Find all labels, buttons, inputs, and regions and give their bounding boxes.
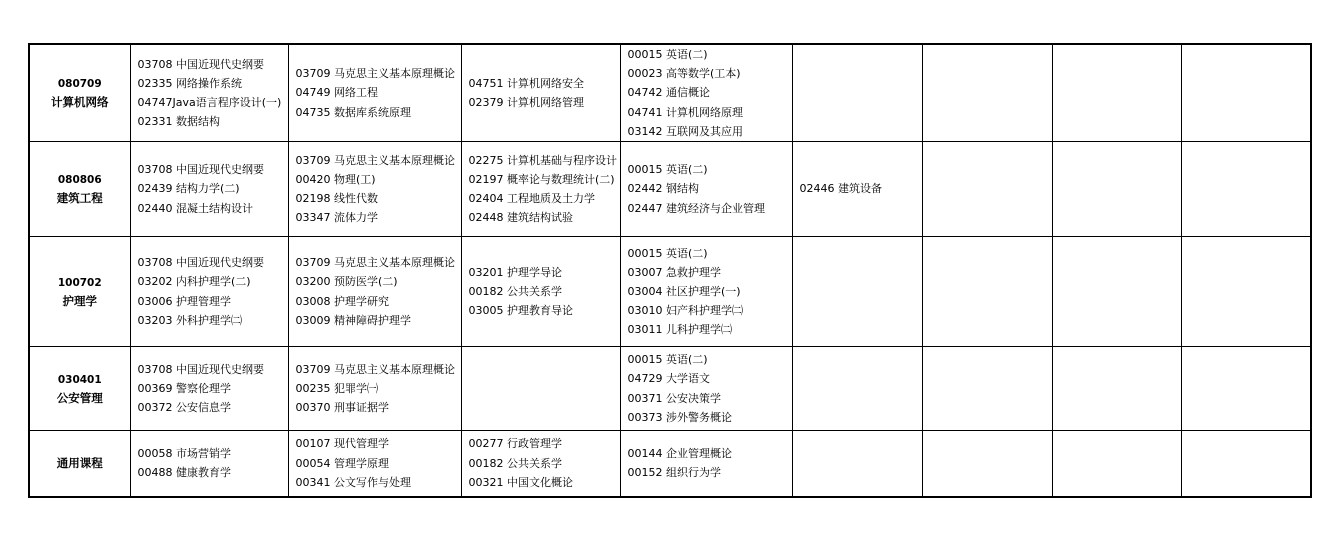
course-table (28, 43, 1312, 498)
course-item: 00373 涉外警务概论 (627, 410, 732, 424)
course-item: 03006 护理管理学 (137, 294, 231, 308)
major-code: 030401 (57, 373, 102, 386)
major-name: 公安管理 (56, 390, 103, 405)
course-cell (922, 142, 1052, 237)
major-code: 080709 (57, 78, 102, 90)
course-cell (130, 237, 288, 347)
course-item: 00488 健康教育学 (137, 466, 231, 480)
course-item: 00015 英语(二) (627, 48, 708, 61)
course-item: 00369 警察伦理学 (137, 381, 231, 395)
course-item: 03008 护理学研究 (295, 294, 389, 308)
course-item: 03708 中国近现代史纲要 (137, 362, 264, 376)
course-item: 02379 计算机网络管理 (468, 96, 584, 109)
major-name: 护理学 (62, 293, 97, 308)
course-cell (922, 237, 1052, 347)
course-item: 00277 行政管理学 (468, 437, 562, 451)
major-code: 100702 (57, 276, 102, 289)
course-item: 00152 组织行为学 (627, 466, 721, 480)
course-cell (461, 431, 620, 497)
course-item: 00371 公安决策学 (627, 391, 721, 405)
course-table-body (29, 44, 1311, 497)
course-item: 03142 互联网及其应用 (627, 124, 743, 138)
course-item: 03009 精神障碍护理学 (295, 313, 411, 327)
course-item: 00054 管理学原理 (295, 456, 389, 470)
course-item: 00015 英语(二) (627, 163, 708, 177)
course-item: 03708 中国近现代史纲要 (137, 163, 264, 177)
course-cell (1181, 44, 1311, 142)
course-cell (1181, 237, 1311, 347)
course-item: 02331 数据结构 (137, 115, 220, 129)
course-item: 00370 刑事证据学 (295, 401, 389, 415)
course-cell (620, 237, 792, 347)
course-item: 03004 社区护理学(一) (627, 284, 741, 298)
course-cell (461, 237, 620, 347)
course-cell (1181, 347, 1311, 431)
course-cell (792, 431, 922, 497)
course-item: 02442 钢结构 (627, 182, 699, 196)
course-item: 02448 建筑结构试验 (468, 211, 573, 225)
course-cell (1052, 431, 1181, 497)
course-cell (1052, 142, 1181, 237)
course-item: 00107 现代管理学 (295, 437, 389, 451)
major-cell (29, 142, 130, 237)
major-name: 计算机网络 (51, 95, 109, 109)
course-cell (620, 44, 792, 142)
course-item: 02335 网络操作系统 (137, 76, 242, 90)
course-item: 02198 线性代数 (295, 192, 378, 206)
course-cell (922, 347, 1052, 431)
course-cell (1181, 431, 1311, 497)
major-cell (29, 431, 130, 497)
table-row (29, 44, 1311, 142)
course-item: 00015 英语(二) (627, 353, 708, 367)
course-item: 02197 概率论与数理统计(二) (468, 172, 615, 186)
course-item: 00321 中国文化概论 (468, 475, 573, 489)
course-cell (130, 44, 288, 142)
course-item: 03007 急救护理学 (627, 265, 721, 279)
course-item: 02446 建筑设备 (799, 182, 882, 196)
major-cell (29, 44, 130, 142)
course-item: 04747Java语言程序设计(一) (137, 96, 282, 109)
course-item: 00144 企业管理概论 (627, 447, 732, 461)
course-cell (792, 44, 922, 142)
course-cell (461, 347, 620, 431)
course-cell (1052, 347, 1181, 431)
course-item: 04729 大学语文 (627, 372, 710, 386)
course-item: 03201 护理学导论 (468, 265, 562, 279)
course-item: 04749 网络工程 (295, 86, 378, 100)
course-item: 00372 公安信息学 (137, 401, 231, 415)
course-cell (461, 142, 620, 237)
course-item: 03203 外科护理学㈡ (137, 313, 242, 327)
course-cell (130, 431, 288, 497)
course-cell (620, 431, 792, 497)
course-item: 02404 工程地质及土力学 (468, 192, 595, 206)
course-cell (792, 142, 922, 237)
course-cell (288, 142, 461, 237)
course-cell (792, 237, 922, 347)
course-cell (288, 431, 461, 497)
course-item: 00182 公共关系学 (468, 456, 562, 470)
major-name: 通用课程 (56, 456, 103, 471)
course-item: 04735 数据库系统原理 (295, 105, 411, 119)
course-item: 03005 护理教育导论 (468, 304, 573, 318)
course-item: 00182 公共关系学 (468, 284, 562, 298)
course-item: 03010 妇产科护理学㈡ (627, 304, 743, 318)
course-item: 00420 物理(工) (295, 172, 376, 186)
course-cell (922, 431, 1052, 497)
course-item: 02439 结构力学(二) (137, 182, 240, 196)
course-item: 04751 计算机网络安全 (468, 76, 584, 90)
course-item: 04742 通信概论 (627, 86, 710, 100)
course-item: 02447 建筑经济与企业管理 (627, 201, 765, 215)
course-item: 02275 计算机基础与程序设计 (468, 153, 617, 167)
table-row (29, 237, 1311, 347)
major-name: 建筑工程 (56, 191, 103, 206)
major-code: 080806 (57, 174, 102, 187)
table-row (29, 347, 1311, 431)
course-cell (1052, 44, 1181, 142)
course-cell (620, 142, 792, 237)
course-cell (288, 44, 461, 142)
course-item: 03708 中国近现代史纲要 (137, 256, 264, 270)
table-row (29, 142, 1311, 237)
major-cell (29, 237, 130, 347)
course-cell (130, 347, 288, 431)
course-item: 04741 计算机网络原理 (627, 105, 743, 119)
course-cell (1052, 237, 1181, 347)
course-item: 03708 中国近现代史纲要 (137, 57, 264, 71)
course-cell (1181, 142, 1311, 237)
course-item: 00235 犯罪学㈠ (295, 381, 378, 395)
course-item: 00341 公文写作与处理 (295, 475, 411, 489)
course-cell (620, 347, 792, 431)
table-row (29, 431, 1311, 497)
course-item: 02440 混凝土结构设计 (137, 201, 253, 215)
course-item: 00058 市场营销学 (137, 447, 231, 461)
course-cell (288, 237, 461, 347)
course-item: 03202 内科护理学(二) (137, 275, 251, 289)
major-cell (29, 347, 130, 431)
course-item: 03709 马克思主义基本原理概论 (295, 67, 455, 81)
course-cell (922, 44, 1052, 142)
course-cell (461, 44, 620, 142)
course-item: 03347 流体力学 (295, 211, 378, 225)
course-cell (288, 347, 461, 431)
course-item: 00023 高等数学(工本) (627, 67, 741, 81)
course-cell (792, 347, 922, 431)
course-item: 03011 儿科护理学㈡ (627, 323, 732, 337)
course-item: 03709 马克思主义基本原理概论 (295, 153, 455, 167)
course-item: 03200 预防医学(二) (295, 275, 398, 289)
course-cell (130, 142, 288, 237)
course-item: 03709 马克思主义基本原理概论 (295, 362, 455, 376)
course-item: 03709 马克思主义基本原理概论 (295, 256, 455, 270)
course-item: 00015 英语(二) (627, 246, 708, 260)
